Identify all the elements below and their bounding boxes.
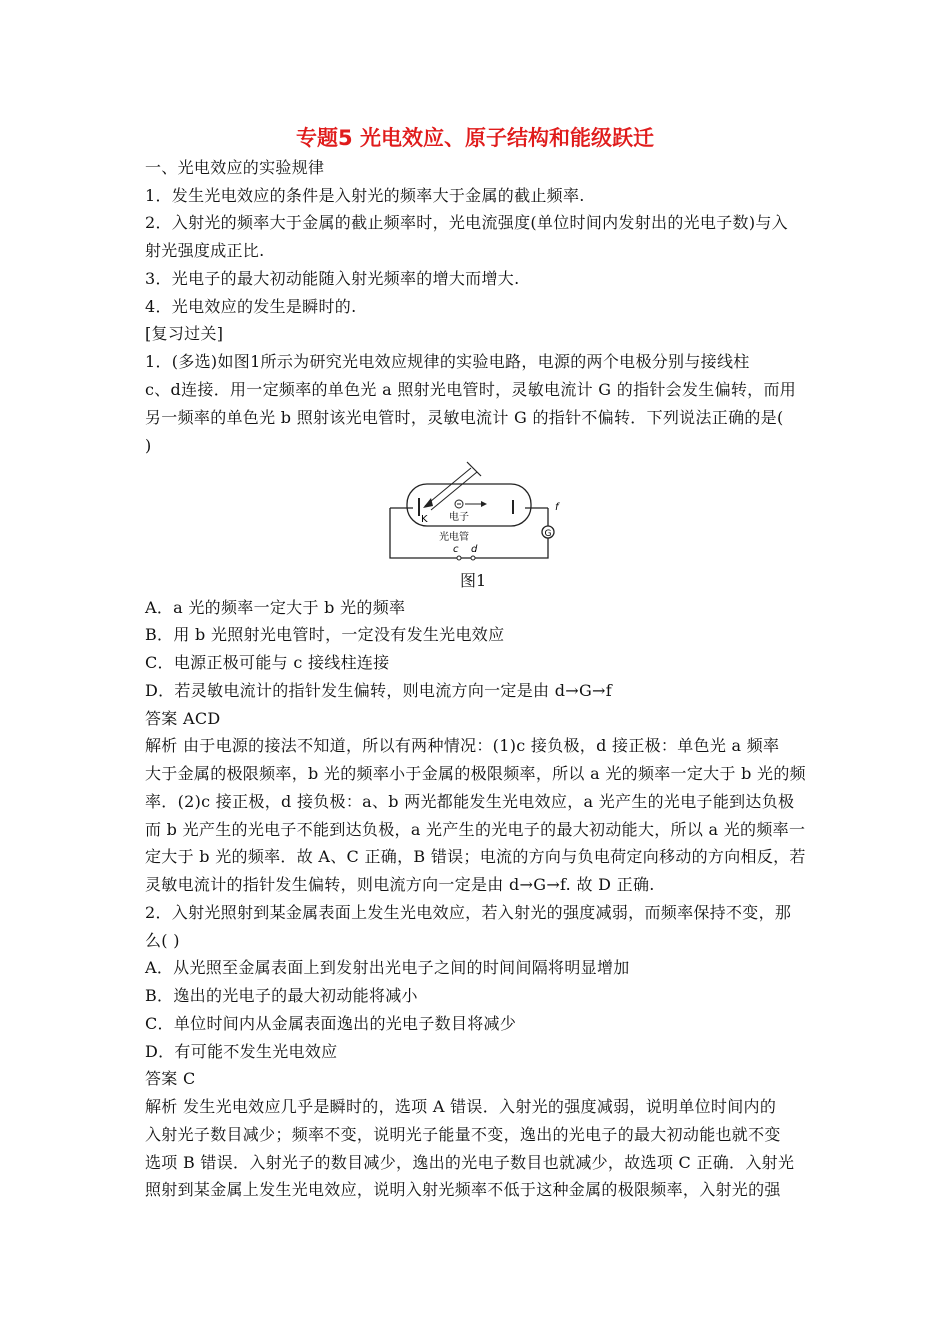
cathode-label: K — [421, 514, 428, 525]
text-line: 入射光子数目减少；频率不变，说明光子能量不变，逸出的光电子的最大初动能也就不变 — [145, 1125, 781, 1144]
text-line: 答案 C — [145, 1069, 196, 1088]
text-line: 另一频率的单色光 b 照射该光电管时，灵敏电流计 G 的指针不偏转．下列说法正确的是( — [145, 408, 784, 427]
text-line: 1．(多选)如图1所示为研究光电效应规律的实验电路，电源的两个电极分别与接线柱 — [145, 352, 750, 371]
text-line: c、d连接．用一定频率的单色光 a 照射光电管时，灵敏电流计 G 的指针会发生偏转，而用 — [145, 380, 797, 399]
terminal-c-label: c — [453, 544, 459, 555]
text-line: 3．光电子的最大初动能随入射光频率的增大而增大. — [145, 269, 520, 288]
text-line: 率．(2)c 接正极，d 接负极：a、b 两光都能发生光电效应，a 光产生的光电子能到达负极 — [145, 792, 795, 811]
photoelectric-circuit-figure — [385, 460, 565, 570]
text-line: C．电源正极可能与 c 接线柱连接 — [145, 653, 390, 672]
text-line: 1．发生光电效应的条件是入射光的频率大于金属的截止频率. — [145, 186, 585, 205]
text-line: ) — [145, 436, 152, 455]
galvanometer-label: G — [544, 529, 552, 539]
text-line: 选项 B 错误．入射光子的数目减少，逸出的光电子数目也就减少，故选项 C 正确．入射光 — [145, 1153, 795, 1172]
text-line: 定大于 b 光的频率．故 A、C 正确，B 错误；电流的方向与负电荷定向移动的方向相反，若 — [145, 847, 806, 866]
electron-label: 电子 — [449, 512, 469, 523]
text-line: C．单位时间内从金属表面逸出的光电子数目将减少 — [145, 1014, 517, 1033]
text-line: 2．入射光照射到某金属表面上发生光电效应，若入射光的强度减弱，而频率保持不变，那 — [145, 903, 792, 922]
terminal-d-label: d — [471, 544, 478, 555]
text-line: 射光强度成正比. — [145, 241, 265, 260]
text-line: 照射到某金属上发生光电效应，说明入射光频率不低于这种金属的极限频率，入射光的强 — [145, 1180, 781, 1199]
text-line: 大于金属的极限频率，b 光的频率小于金属的极限频率，所以 a 光的频率一定大于 b 光的频 — [145, 764, 806, 783]
text-line: [复习过关] — [145, 324, 224, 343]
text-line: 答案 ACD — [145, 709, 221, 728]
text-line: A．从光照至金属表面上到发射出光电子之间的时间间隔将明显增加 — [145, 958, 630, 977]
text-line: 解析 由于电源的接法不知道，所以有两种情况：(1)c 接负极，d 接正极：单色光 a 频率 — [145, 736, 780, 755]
text-line: 么( ) — [145, 931, 180, 950]
text-line: 解析 发生光电效应几乎是瞬时的，选项 A 错误．入射光的强度减弱，说明单位时间内的 — [145, 1097, 777, 1116]
text-line: 而 b 光产生的光电子不能到达负极，a 光产生的光电子的最大初动能大，所以 a 光的频率一 — [145, 820, 806, 839]
text-line: 一、光电效应的实验规律 — [145, 158, 325, 177]
text-line: B．逸出的光电子的最大初动能将减小 — [145, 986, 418, 1005]
page-title: 专题5 光电效应、原子结构和能级跃迁 — [296, 126, 654, 150]
text-line: 灵敏电流计的指针发生偏转，则电流方向一定是由 d→G→f. 故 D 正确. — [145, 875, 655, 894]
text-line: A．a 光的频率一定大于 b 光的频率 — [145, 598, 406, 617]
figure-caption: 图1 — [460, 571, 487, 590]
text-line: B．用 b 光照射光电管时，一定没有发生光电效应 — [145, 625, 505, 644]
text-line: 2．入射光的频率大于金属的截止频率时，光电流强度(单位时间内发射出的光电子数)与入 — [145, 213, 788, 232]
text-line: 4．光电效应的发生是瞬时的. — [145, 297, 357, 316]
terminal-f-label: f — [555, 502, 559, 513]
text-line: D．有可能不发生光电效应 — [145, 1042, 338, 1061]
text-line: D．若灵敏电流计的指针发生偏转，则电流方向一定是由 d→G→f — [145, 681, 612, 700]
tube-label: 光电管 — [439, 532, 469, 543]
